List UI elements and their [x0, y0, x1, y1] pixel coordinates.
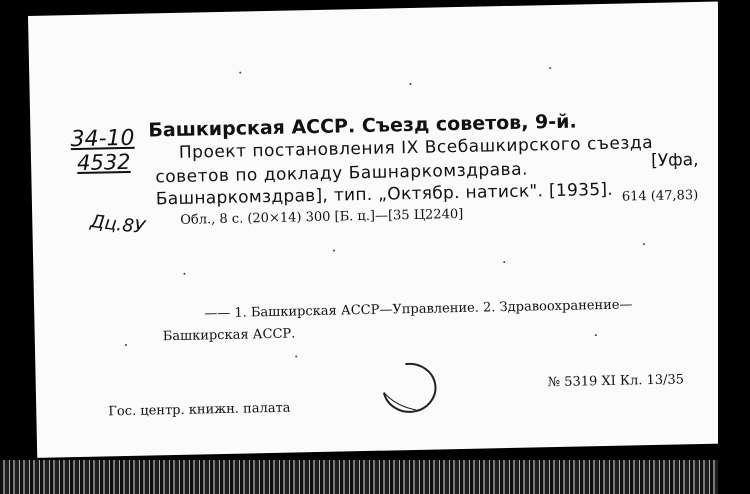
handwritten-note: Дц.8У — [89, 211, 146, 239]
subjects-line-2: Башкирская АССР. — [162, 326, 296, 345]
call-number-top: 34-10 — [70, 125, 135, 153]
card-heading: Башкирская АССР. Съезд советов, 9-й. — [148, 110, 577, 142]
scan-bottom-edge — [0, 460, 750, 494]
call-number-bottom: 4532 — [76, 149, 131, 176]
institution: Гос. центр. книжн. палата — [108, 400, 291, 420]
reference-number: 614 (47,83) — [621, 188, 699, 205]
title-line-2b: [Уфа, — [650, 149, 699, 171]
title-line-1: Проект постановления IX Всебашкирского съезда — [178, 132, 654, 163]
card-number: № 5319 XI Кл. 13/35 — [547, 372, 685, 391]
physical-description: Обл., 8 с. (20×14) 300 [Б. ц.]—[35 Ц2240] — [180, 206, 464, 228]
stamp-circle — [375, 357, 446, 418]
title-line-3: Башнаркомздрав], тип. „Октябр. натиск". [1935]. — [155, 179, 614, 210]
catalog-card — [28, 2, 727, 458]
title-line-2a: советов по докладу Башнаркомздрава. — [155, 159, 529, 188]
subjects-line-1: —— 1. Башкирская АССР—Управление. 2. Здравоохранение— — [204, 297, 633, 322]
scan-right-edge — [718, 0, 750, 494]
